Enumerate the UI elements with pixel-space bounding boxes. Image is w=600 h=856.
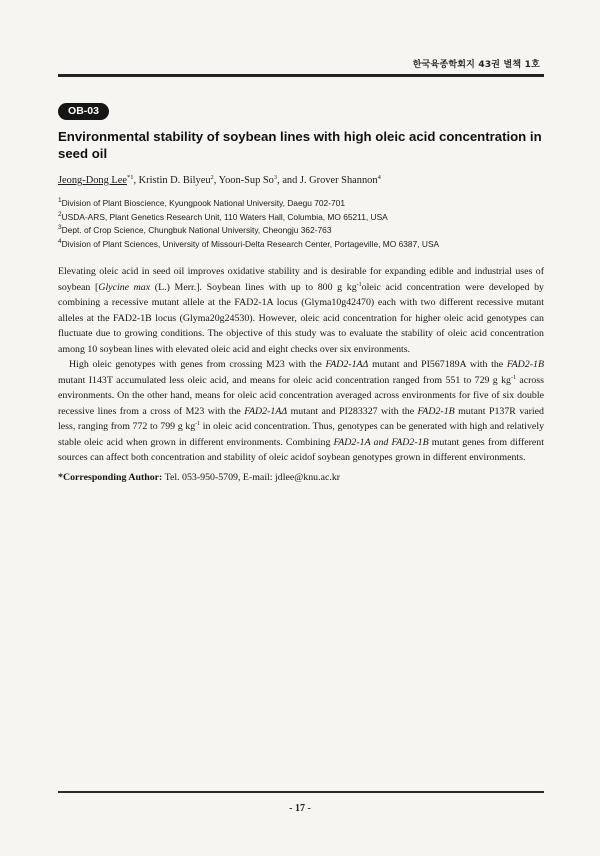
page-number: - 17 - [289, 803, 311, 814]
abstract-text: Elevating oleic acid in seed oil improves oxidative stability and is desirable for expanding edible and industrial uses of soybean [ [58, 266, 544, 293]
author-mark: 2 [210, 174, 214, 181]
abstract-paragraph-1 [58, 264, 544, 357]
abstract-text: oleic acid concentration were developed by combining a recessive mutant allele at the FAD2-1A locus (Glyma10g42470) each with two different recessive mutant alleles at the FAD2-1B locus (Glyma20g24530). However, oleic acid concentration for higher oleic acid genotypes can fluctuate due to growing conditions. The objective of this study was to evaluate the stability of oleic acid concentration among 10 soybean lines with elevated oleic acid and eight checks over six environments. [58, 281, 544, 355]
unit-exponent: -1 [356, 281, 362, 288]
affiliation-mark: 1 [58, 197, 62, 204]
corresponding-label: *Corresponding Author: [58, 472, 163, 483]
abstract-text: High oleic genotypes with genes from crossing M23 with the [69, 359, 326, 370]
affiliation-mark: 3 [58, 224, 62, 232]
paper-title: Environmental stability of soybean lines with high oleic acid concentration in seed oil [58, 129, 542, 161]
author-name: Kristin D. Bilyeu [138, 175, 211, 186]
affiliation-list [58, 197, 544, 251]
affiliation-text: USDA-ARS, Plant Genetics Research Unit, 110 Waters Hall, Columbia, MO 65211, USA [61, 211, 388, 222]
author-separator: , [133, 175, 139, 186]
species-name: Glycine max [98, 281, 151, 293]
abstract-text: mutant I143T accumulated less oleic acid, and means for oleic acid concentration ranged from 551 to 729 g kg [58, 374, 511, 386]
abstract [58, 264, 544, 466]
abstract-text: mutant and PI283327 with the [287, 405, 418, 417]
footer-rule [58, 791, 544, 793]
author-name: Yoon-Sup So [218, 175, 274, 186]
session-badge: OB-03 [58, 103, 109, 120]
author-line [58, 174, 544, 188]
author-separator: , [213, 175, 219, 186]
author-name: Jeong-Dong Lee [58, 175, 127, 186]
gene-name: FAD2-1A and FAD2-1B [333, 436, 429, 448]
header-rule [58, 74, 544, 77]
affiliation-item [58, 224, 544, 238]
abstract-text: in oleic acid concentration. Thus, genotypes can be generated with high and relatively stable oleic acid when grown in different environments. Combining [58, 421, 545, 448]
abstract-text: mutant genes from different sources can affect both concentration and stability of oleic acidof soybean genotypes grown in different environments. [58, 436, 544, 463]
affiliation-item [58, 238, 544, 252]
abstract-text: mutant P137R varied less, ranging from 772 to 799 g kg [58, 405, 544, 432]
affiliation-text: Division of Plant Sciences, University of Missouri-Delta Research Center, Portageville, MO 6387, USA [61, 238, 440, 249]
abstract-text: across environments. On the other hand, means for oleic acid concentration averaged across environments for five of six double recessive lines from a cross of M23 with the [58, 374, 544, 417]
author-mark: 4 [377, 174, 381, 181]
unit-exponent: -1 [510, 374, 516, 381]
affiliation-mark: 2 [58, 210, 62, 218]
gene-name: FAD2-1B [506, 359, 544, 370]
corresponding-contact: Tel. 053-950-5709, E-mail: jdlee@knu.ac.kr [162, 472, 341, 483]
gene-name: FAD2-1AΔ [325, 359, 369, 370]
affiliation-item [58, 197, 544, 211]
abstract-paragraph-2 [58, 357, 544, 466]
author-name: J. Grover Shannon [299, 175, 378, 186]
abstract-text: (L.) Merr.]. Soybean lines with up to 800 g kg [150, 281, 357, 293]
affiliation-text: Dept. of Crop Science, Chungbuk National University, Cheongju 362-763 [61, 225, 332, 236]
author-mark: *1 [126, 174, 134, 181]
affiliation-mark: 4 [58, 237, 62, 245]
gene-name: FAD2-1AΔ [244, 405, 288, 417]
abstract-text: mutant and PI567189A with the [368, 359, 507, 370]
corresponding-author [58, 471, 544, 485]
author-mark: 3 [273, 174, 278, 181]
affiliation-item [58, 211, 544, 225]
running-header: 한국육종학회지 43권 별책 1호 [412, 60, 540, 70]
author-separator: , and [277, 175, 300, 186]
unit-exponent: -1 [195, 421, 201, 427]
affiliation-text: Division of Plant Bioscience, Kyungpook National University, Daegu 702-701 [61, 198, 345, 208]
gene-name: FAD2-1B [417, 405, 455, 417]
